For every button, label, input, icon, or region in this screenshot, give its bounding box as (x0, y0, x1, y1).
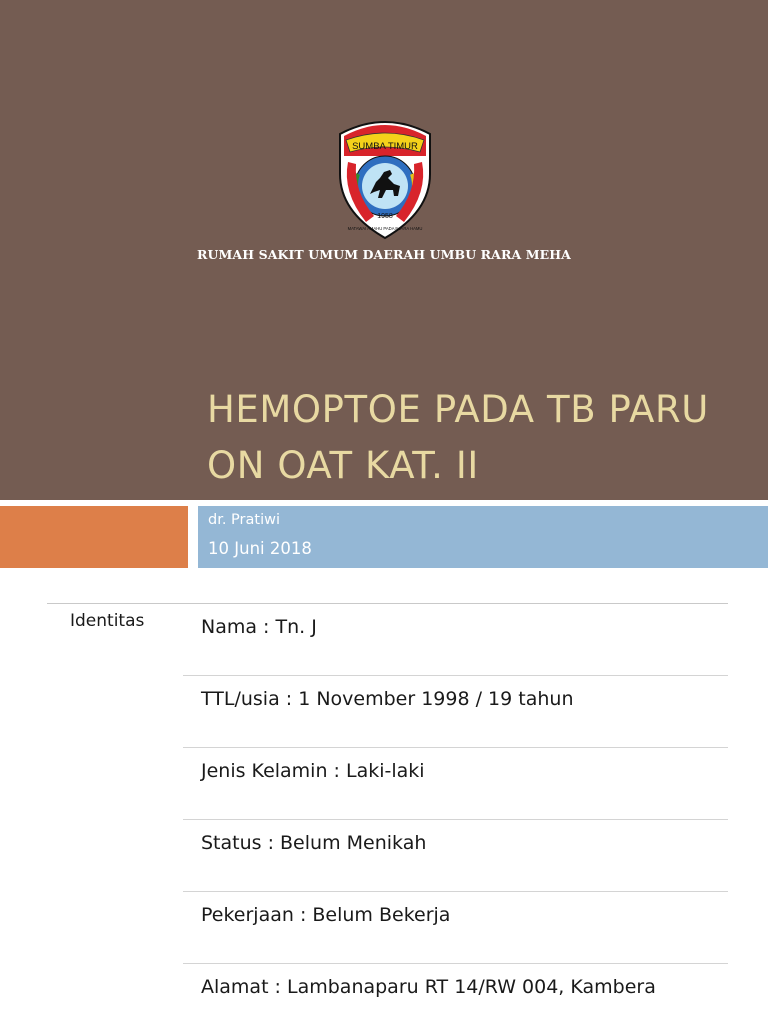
identity-row-gender: Jenis Kelamin : Laki-laki (201, 760, 425, 782)
sumba-timur-emblem (330, 112, 440, 240)
section-label-identitas: Identitas (70, 611, 145, 631)
slide-title-line-1: HEMOPTOE PADA TB PARU (207, 388, 709, 431)
emblem-banner-text: SUMBA TIMUR (352, 141, 418, 152)
identity-row-status: Status : Belum Menikah (201, 832, 427, 854)
slide-title (207, 382, 752, 494)
identity-row-ttl: TTL/usia : 1 November 1998 / 19 tahun (201, 688, 574, 710)
slide-title-line-2: ON OAT KAT. II (207, 444, 479, 487)
hospital-name: RUMAH SAKIT UMUM DAERAH UMBU RARA MEHA (197, 247, 571, 262)
author-name: dr. Pratiwi (208, 512, 280, 528)
emblem-year: 1958 (377, 213, 393, 220)
title-hero (0, 0, 768, 500)
row-divider (183, 819, 728, 820)
row-divider (183, 675, 728, 676)
identity-row-nama: Nama : Tn. J (201, 616, 317, 638)
table-top-border (47, 603, 728, 604)
accent-bar-orange (0, 506, 188, 568)
emblem-motto: MATAWAI AMAHU PADA NJARA HAMU (347, 226, 423, 231)
accent-bar-blue (198, 506, 768, 568)
identity-row-occupation: Pekerjaan : Belum Bekerja (201, 904, 451, 926)
identity-row-address: Alamat : Lambanaparu RT 14/RW 004, Kambera (201, 976, 656, 998)
row-divider (183, 747, 728, 748)
row-divider (183, 891, 728, 892)
row-divider (183, 963, 728, 964)
presentation-date: 10 Juni 2018 (208, 539, 312, 558)
